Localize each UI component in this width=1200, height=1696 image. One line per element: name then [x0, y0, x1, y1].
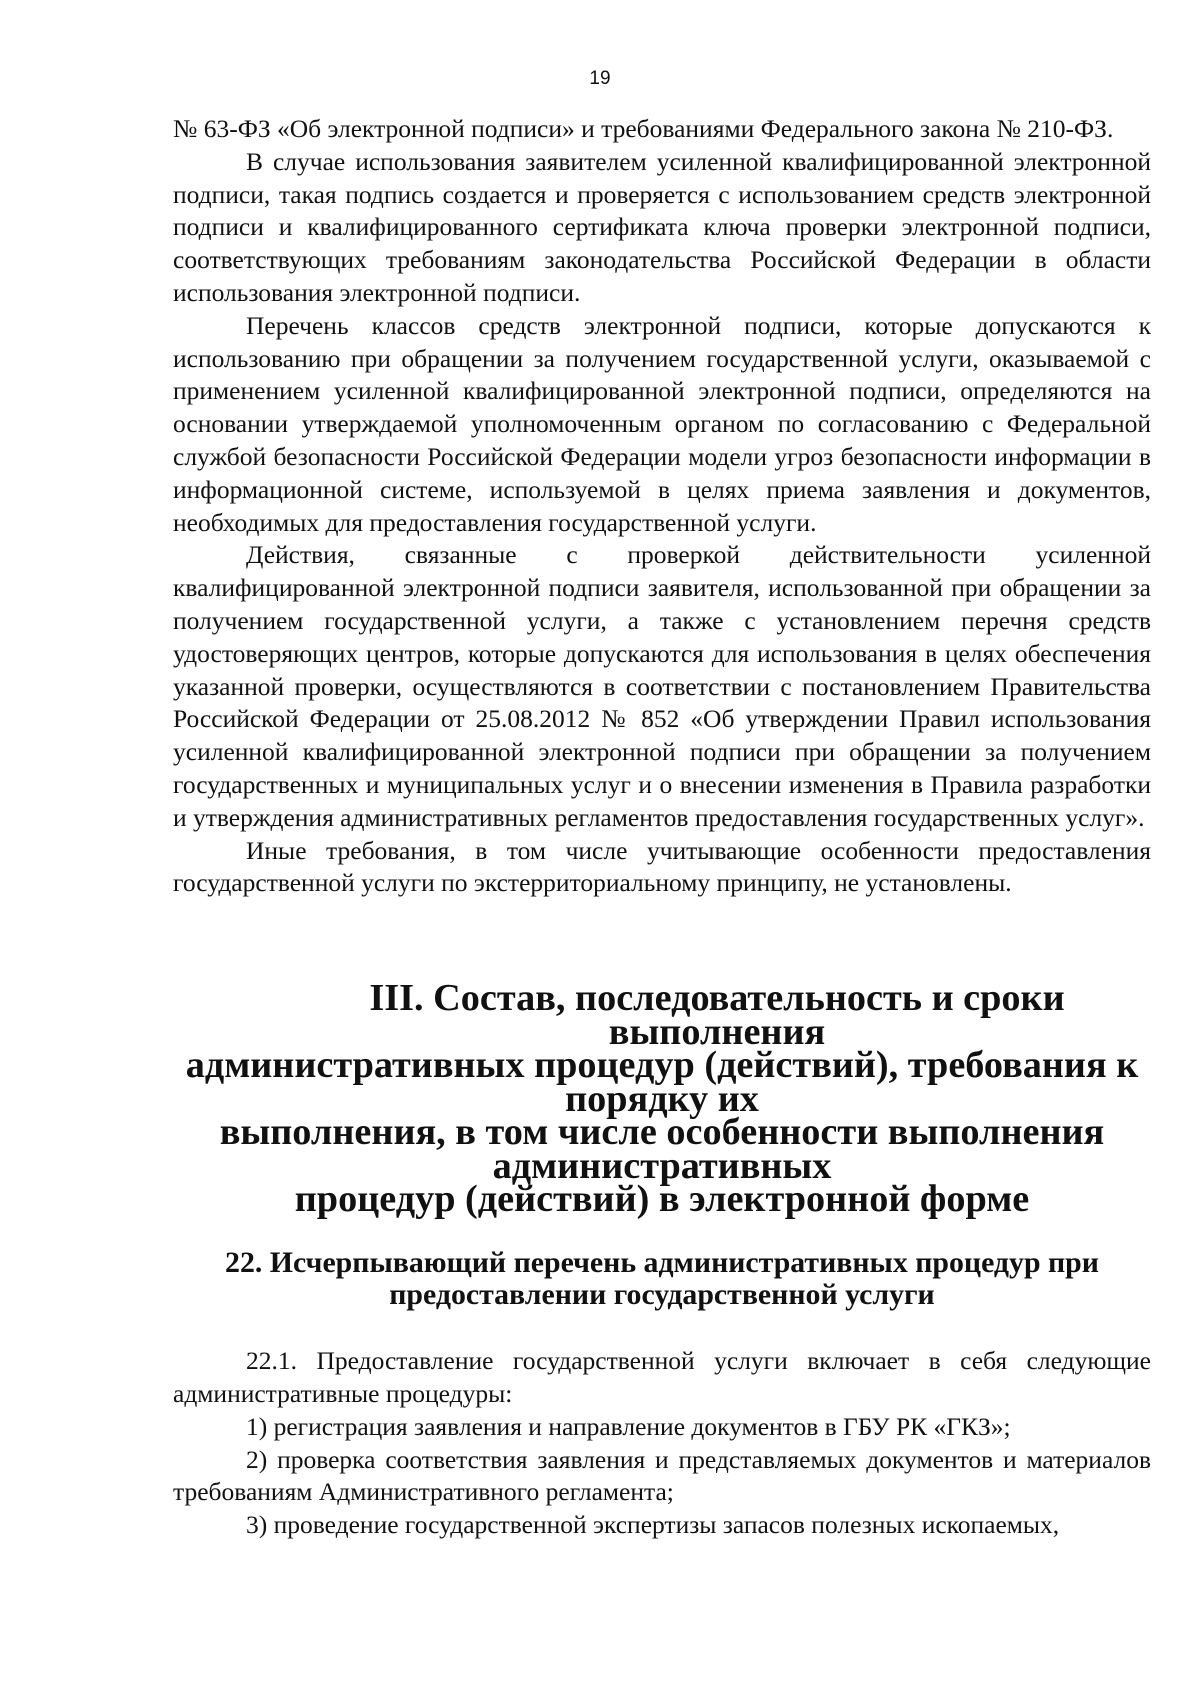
list-item-procedure: 3) проведение государственной экспертизы запасов полезных ископаемых,	[246, 1510, 1060, 1540]
spacer	[173, 900, 1151, 982]
paragraph-qualified-signature: В случае использования заявителем усиленной квалифицированной электронной подписи, такая подпись создается и проверяется с использованием средств электронной подписи и квалифицированного сертификата ключа проверки электронной подписи, соответствующих требованиям законодательства Российской Федерации в области использования электронной подписи.	[173, 146, 1151, 307]
page-number: 19	[589, 68, 611, 89]
section-heading-line: административных процедур (действий), требования к порядку их	[185, 1044, 1139, 1120]
subsection-heading	[173, 1247, 1151, 1313]
section-heading-line: выполнения, в том числе особенности выполнения административных	[219, 1111, 1105, 1187]
list-item-procedure: 1) регистрация заявления и направление документов в ГБУ РК «ГКЗ»;	[246, 1411, 1011, 1441]
paragraph-signature-verification: Действия, связанные с проверкой действительности усиленной квалифицированной электронной подписи заявителя, использованной при обращении за получением государственной услуги, а также с установлением перечня средств удостоверяющих центров, которые допускаются для использования в целях обеспечения указанной проверки, осуществляются в соответствии с постановлением Правительства Российской Федерации от 25.08.2012 № 852 «Об утверждении Правил использования усиленной квалифицированной электронной подписи при обращении за получением государственных и муниципальных услуг и о внесении изменения в Правила разработки и утверждения административных регламентов предоставления государственных услуг».	[173, 540, 1151, 832]
paragraph-other-requirements: Иные требования, в том числе учитывающие особенности предоставления государственной услуги по экстерриториальному принципу, не установлены.	[173, 835, 1151, 898]
section-heading-line: процедур (действий) в электронной форме	[294, 1178, 1030, 1221]
paragraph-law-reference: № 63-ФЗ «Об электронной подписи» и требованиями Федерального закона № 210-ФЗ.	[173, 114, 1114, 143]
section-heading	[173, 977, 1151, 1221]
subsection-heading-line: 22. Исчерпывающий перечень административных процедур при	[225, 1245, 1099, 1279]
section-heading-line: III. Состав, последовательность и сроки выполнения	[369, 977, 1065, 1053]
paragraph-signature-classes: Перечень классов средств электронной подписи, которые допускаются к использованию при обращении за получением государственной услуги, оказываемой с применением усиленной квалифицированной электронной подписи, определяются на основании утверждаемой уполномоченным органом по согласованию с Федеральной службой безопасности Российской Федерации модели угроз безопасности информации в информационной системе, используемой в целях приема заявления и документов, необходимых для предоставления государственной услуги.	[173, 310, 1151, 537]
spacer	[173, 1312, 1151, 1345]
subsection-heading-line: предоставлении государственной услуги	[389, 1278, 935, 1312]
document-body	[173, 113, 1151, 1542]
list-item-procedure: 2) проверка соответствия заявления и представляемых документов и материалов требованиям Административного регламента;	[173, 1444, 1151, 1507]
paragraph-procedures-intro: 22.1. Предоставление государственной услуги включает в себя следующие административные процедуры:	[173, 1346, 1151, 1409]
spacer	[173, 1217, 1151, 1247]
